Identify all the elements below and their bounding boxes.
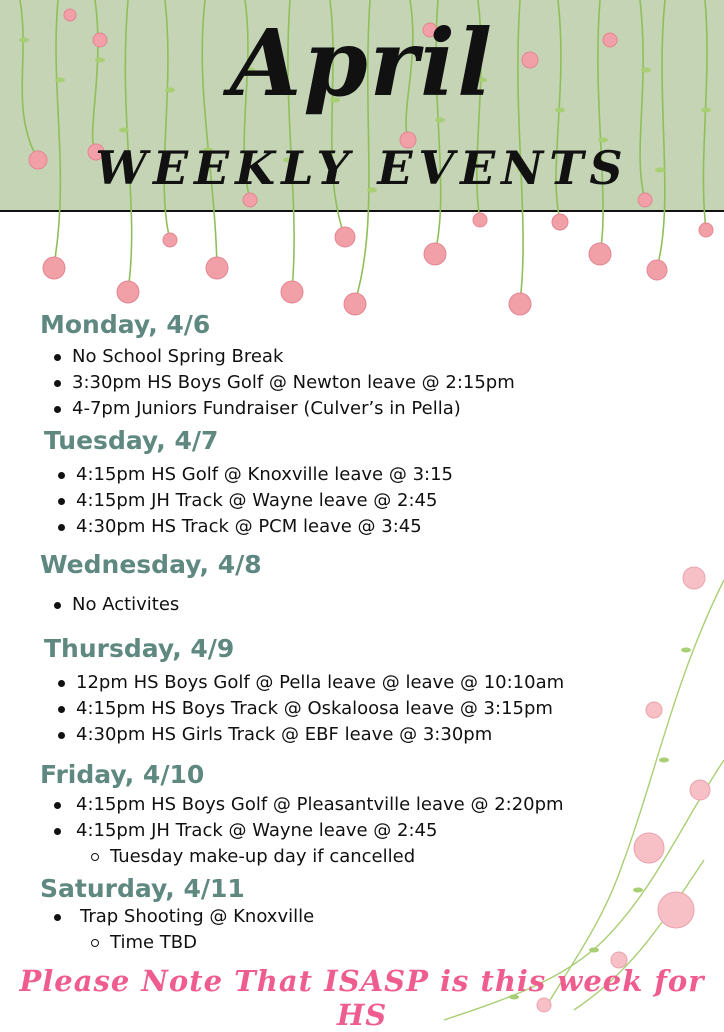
sub-event-item: Tuesday make-up day if cancelled bbox=[40, 844, 700, 870]
event-item: 4:30pm HS Girls Track @ EBF leave @ 3:30pm bbox=[44, 722, 704, 748]
day-heading: Wednesday, 4/8 bbox=[40, 550, 262, 579]
event-item: Trap Shooting @ Knoxville bbox=[40, 904, 700, 930]
event-item: 12pm HS Boys Golf @ Pella leave @ leave @ 10:10am bbox=[44, 670, 704, 696]
event-item: No Activites bbox=[40, 592, 700, 618]
day-monday bbox=[40, 310, 700, 422]
day-saturday bbox=[40, 874, 700, 956]
page-title: April bbox=[229, 9, 495, 117]
event-item: 4:15pm JH Track @ Wayne leave @ 2:45 bbox=[44, 488, 704, 514]
event-item: 3:30pm HS Boys Golf @ Newton leave @ 2:15pm bbox=[40, 370, 700, 396]
sub-event-item: Time TBD bbox=[40, 930, 700, 956]
day-heading: Saturday, 4/11 bbox=[40, 874, 245, 903]
footer-note: Please Note That ISASP is this week for HS bbox=[19, 964, 705, 1032]
day-tuesday bbox=[44, 426, 704, 540]
event-item: No School Spring Break bbox=[40, 344, 700, 370]
event-item: 4:30pm HS Track @ PCM leave @ 3:45 bbox=[44, 514, 704, 540]
event-item: 4:15pm JH Track @ Wayne leave @ 2:45 bbox=[40, 818, 700, 844]
day-heading: Monday, 4/6 bbox=[40, 310, 211, 339]
page-subtitle: WEEKLY EVENTS bbox=[95, 141, 629, 195]
day-heading: Friday, 4/10 bbox=[40, 760, 205, 789]
event-item: 4:15pm HS Boys Golf @ Pleasantville leave @ 2:20pm bbox=[40, 792, 700, 818]
day-heading: Tuesday, 4/7 bbox=[44, 426, 219, 455]
event-item: 4:15pm HS Boys Track @ Oskaloosa leave @ 3:15pm bbox=[44, 696, 704, 722]
day-heading: Thursday, 4/9 bbox=[44, 634, 235, 663]
day-friday bbox=[40, 760, 700, 870]
day-wednesday bbox=[40, 550, 700, 618]
event-item: 4-7pm Juniors Fundraiser (Culver’s in Pella) bbox=[40, 396, 700, 422]
event-item: 4:15pm HS Golf @ Knoxville leave @ 3:15 bbox=[44, 462, 704, 488]
day-thursday bbox=[44, 634, 704, 748]
